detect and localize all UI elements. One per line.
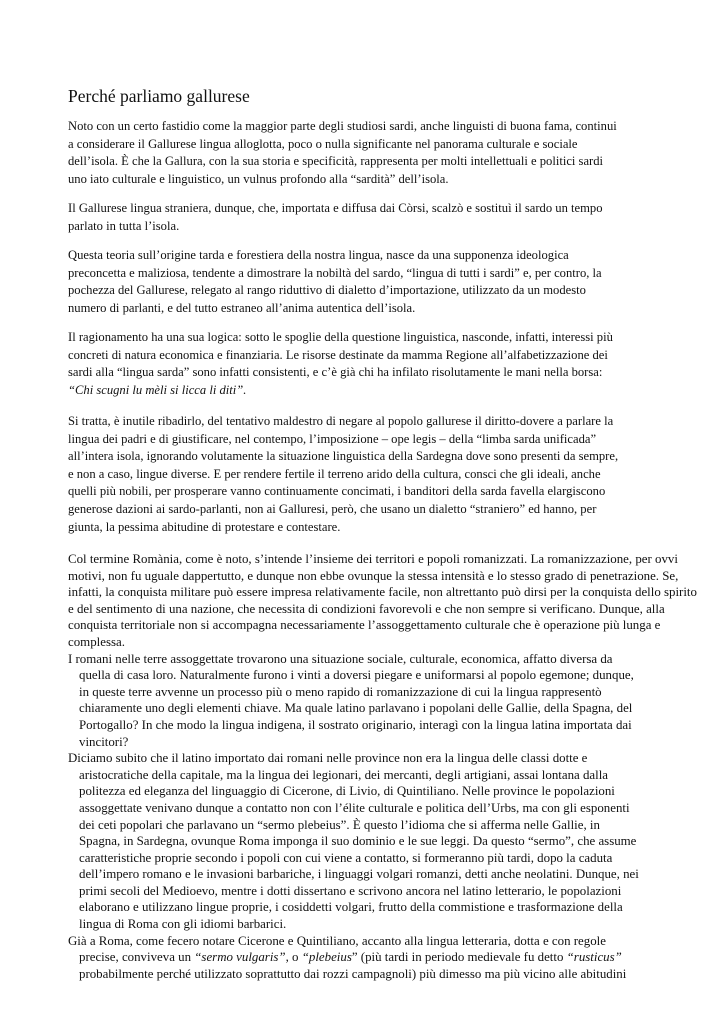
text-line: all’intera isola, ignorando volutamente la situazione linguistica della Sardegna dove sono presenti da sempre, [68,449,619,464]
text-line: Spagna, in Sardegna, ovunque Roma imponga il suo dominio e le sue leggi. Da questo “sermo”, che assume [79,834,637,849]
text-line: vincitori? [79,734,129,749]
text-line: caratteristiche proprie secondo i popoli con cui viene a contatto, si formeranno più tardi, dopo la caduta [79,850,613,865]
paragraph-4 [68,329,668,399]
text-line: uno iato culturale e linguistico, un vulnus profondo alla “sardità” dell’isola. [68,171,449,186]
text-line: numero di parlanti, e del tutto estraneo all’anima autentica dell’isola. [68,300,416,315]
text-line: Si tratta, è inutile ribadirlo, del tentativo maldestro di negare al popolo gallurese il diritto-dovere a parlare la [68,414,614,428]
text-line: a considerare il Gallurese lingua alloglotta, poco o nulla significante nel panorama culturale e sociale [68,136,578,151]
paragraph-5 [68,413,668,536]
text-line: giunta, la pessima abitudine di protestare e contestare. [68,519,341,534]
text-line: Noto con un certo fastidio come la maggior parte degli studiosi sardi, anche linguisti di buona fama, continui [68,119,617,133]
text-run: , o [285,950,302,965]
text-line: Il Gallurese lingua straniera, dunque, che, importata e diffusa dai Còrsi, scalzò e sostituì il sardo un tempo [68,201,603,215]
text-line: elaborano e utilizzano lingue proprie, i cosiddetti volgari, frutto della commistione e trasformazione della [79,900,623,915]
text-line: Questa teoria sull’origine tarda e forestiera della nostra lingua, nasce da una supponenza ideologica [68,248,569,262]
text-line: conquista territoriale non si accompagna necessariamente l’assoggettamento culturale che è operazione più lunga e [68,618,661,633]
text-line: I romani nelle terre assoggettate trovarono una situazione sociale, culturale, economica, affatto diversa da [68,651,613,666]
text-run: precise, conviveva un [79,950,195,965]
text-line: concreti di natura economica e finanziaria. Le risorse destinate da mamma Regione all’alfabetizzazione dei [68,347,608,362]
text-line: chiaramente uno degli elementi chiave. Ma quale latino parlavano i popolani delle Gallie, della Spagna, del [79,701,633,716]
text-line: Portogallo? In che modo la lingua indigena, il sostrato originario, interagì con la lingua latina importata dai [79,717,632,732]
text-line: Il ragionamento ha una sua logica: sotto le spoglie della questione linguistica, nasconde, infatti, interessi più [68,330,613,344]
text-line: e non a caso, lingue diverse. E per rendere fertile il terreno arido della cultura, consci che gli ideali, anche [68,466,601,481]
text-line: motivi, non fu uguale dappertutto, e dunque non ebbe ovunque la stessa intensità e lo stesso grado di penetrazione. Se, [68,568,679,583]
text-line: pochezza del Gallurese, relegato al rango riduttivo di dialetto d’importazione, utilizzato da un modesto [68,283,586,298]
section-2 [68,551,697,982]
text-line: Diciamo subito che il latino importato dai romani nelle province non era la lingua delle classi dotte e [68,751,588,766]
text-line: parlato in tutta l’isola. [68,218,180,233]
text-line: assoggettate venivano dunque a contatto non con l’élite culturale e politica dell’Urbs, ma con gli esponenti [79,800,630,815]
text-line: in queste terre avvenne un processo più o meno rapido di romanizzazione di cui la lingua rappresentò [79,684,602,699]
text-line [68,949,668,966]
text-line: politezza ed eleganza del linguaggio di Cicerone, di Livio, di Quintiliano. Nelle province le popolazioni [79,784,615,799]
text-line: infatti, la conquista militare può essere impresa relativamente facile, non altrettanto può dirsi per la conquista dello spirito [68,585,697,600]
text-line: primi secoli del Medioevo, mentre i dotti dissertano e scrivono ancora nel latino letterario, le popolazioni [79,883,622,898]
text-line: Col termine Romània, come è noto, s’intende l’insieme dei territori e popoli romanizzati. La romanizzazione, per ovvi [68,552,678,566]
text-line: Già a Roma, come fecero notare Cicerone e Quintiliano, accanto alla lingua letteraria, dotta e con regole [68,933,606,948]
text-line: probabilmente perché utilizzato soprattutto dai rozzi campagnoli) più dimesso ma più vicino alle abitudini [79,966,627,981]
text-line: e del sentimento di una nazione, che necessita di condizioni favorevoli e che non sempre si verificano. Dunque, alla [68,601,665,616]
quote-line [68,382,668,400]
text-line: preconcetta e maliziosa, tendente a dimostrare la nobiltà del sardo, “lingua di tutti i sardi” e, per contro, la [68,265,602,280]
italic-term: “sermo vulgaris” [194,950,286,965]
text-line: quelli più nobili, per prosperare vanno continuamente concimati, i banditori della sarda favella elargiscono [68,484,606,499]
text-line: lingua di Roma con gli idiomi barbarici. [79,917,287,932]
paragraph-1 [68,118,668,188]
text-line: complessa. [68,634,125,649]
text-run: ” (più tardi in periodo medievale fu detto [351,950,567,965]
text-line: sardi alla “lingua sarda” sono infatti consistenti, e c’è già chi ha infilato risolutamente le mani nella borsa: [68,365,603,380]
page-title: Perché parliamo gallurese [68,86,250,106]
text-line: dell’isola. È che la Gallura, con la sua storia e specificità, rappresenta per molti intellettuali e politici sardi [68,154,604,169]
italic-term: “plebeius [301,950,352,965]
paragraph-2 [68,200,668,235]
paragraph-3 [68,247,668,317]
text-line: dei ceti popolari che parlavano un “sermo plebeius”. È questo l’idioma che si afferma nelle Gallie, in [79,817,600,832]
italic-term: “rusticus” [566,950,622,965]
text-line: dell’impero romano e le invasioni barbariche, i linguaggi volgari romanzi, detti anche neolatini. Dunque, nei [79,867,639,882]
text-line: generose dazioni ai sardo-parlanti, non ai Galluresi, però, che usano un dialetto “straniero” ed hanno, per [68,501,597,516]
text-line: aristocratiche della capitale, ma la lingua dei legionari, dei mercanti, degli artigiani, assai lontana dalla [79,767,609,782]
quote-text: “Chi scugni lu mèli si licca li diti”. [68,382,247,397]
text-line: quella di casa loro. Naturalmente furono i vinti a doversi piegare e uniformarsi al popolo egemone; dunque, [79,668,634,683]
text-line: lingua dei padri e di giustificare, nel contempo, l’imposizione – ope legis – della “limba sarda unificada” [68,431,597,446]
